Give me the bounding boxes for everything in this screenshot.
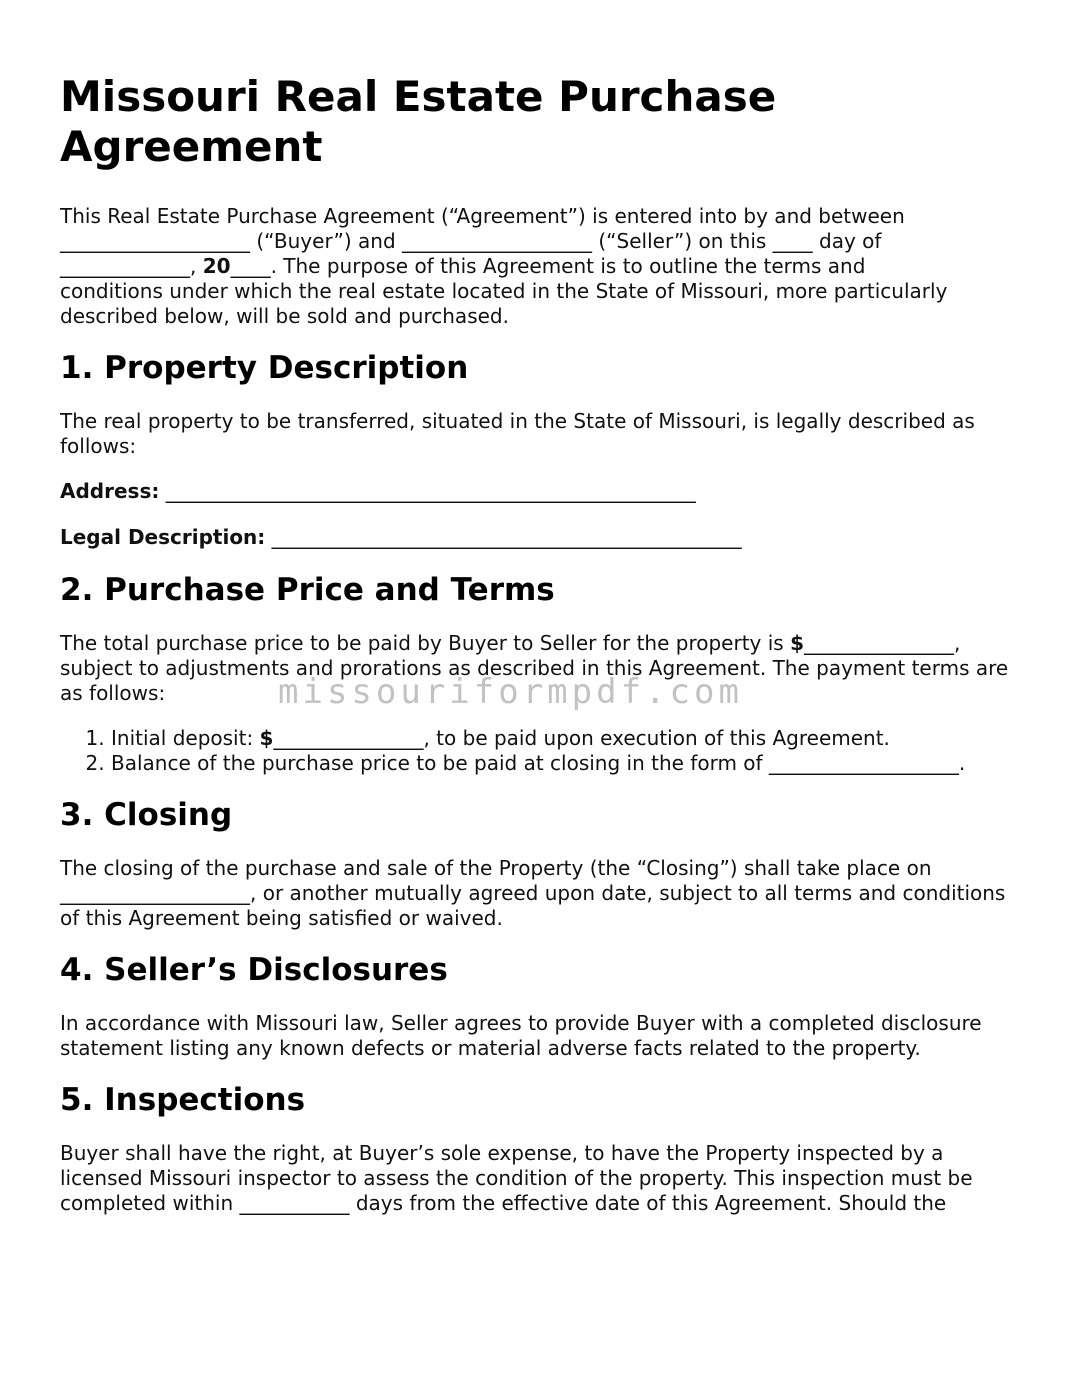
intro-line-5: described below, will be sold and purchased. xyxy=(60,304,509,328)
legal-description-blank: _______________________________________________ xyxy=(265,525,742,549)
address-blank: _____________________________________________________ xyxy=(159,479,696,503)
intro-line-4: conditions under which the real estate located in the State of Missouri, more particularly xyxy=(60,279,948,303)
section-4-text: In accordance with Missouri law, Seller agrees to provide Buyer with a completed disclosure statement listing any known defects or material adverse facts related to the property. xyxy=(60,1011,982,1060)
document-page xyxy=(60,72,1020,1236)
address-field xyxy=(60,479,1020,504)
section-1-heading: 1. Property Description xyxy=(60,350,469,386)
page-title: Missouri Real Estate Purchase Agreement xyxy=(60,72,777,171)
intro-year-prefix: 20 xyxy=(202,254,231,278)
deposit-text: _______________, to be paid upon execution of this Agreement. xyxy=(273,726,890,750)
watermark: missouriformpdf.com xyxy=(278,672,743,712)
payment-terms-list xyxy=(60,726,1020,776)
deposit-label: Initial deposit: xyxy=(111,726,260,750)
section-2-heading: 2. Purchase Price and Terms xyxy=(60,572,555,608)
list-item xyxy=(111,726,1020,751)
intro-line-2: ___________________ (“Buyer”) and ___________________ (“Seller”) on this ____ day of xyxy=(60,229,882,253)
intro-line-1: This Real Estate Purchase Agreement (“Agreement”) is entered into by and between xyxy=(60,204,905,228)
intro-line-3-pre: _____________, xyxy=(60,254,203,278)
intro-paragraph xyxy=(60,204,1020,329)
intro-line-3-post: ____. The purpose of this Agreement is to outline the terms and xyxy=(230,254,866,278)
section-4-heading: 4. Seller’s Disclosures xyxy=(60,952,448,988)
legal-description-label: Legal Description: xyxy=(60,525,266,549)
deposit-dollar-sign: $ xyxy=(259,726,274,750)
section-1-text: The real property to be transferred, situated in the State of Missouri, is legally described as follows: xyxy=(60,409,975,458)
list-item: 2. Balance of the purchase price to be paid at closing in the form of ___________________. xyxy=(111,751,1020,776)
legal-description-field xyxy=(60,525,1020,550)
section-2-text-pre: The total purchase price to be paid by Buyer to Seller for the property is xyxy=(60,631,791,655)
section-3-heading: 3. Closing xyxy=(60,797,233,833)
address-label: Address: xyxy=(60,479,160,503)
section-5-text: Buyer shall have the right, at Buyer’s sole expense, to have the Property inspected by a licensed Missouri inspector to assess the condition of the property. This inspection must be completed within ___________ days from the effective date of this Agreement. Should the xyxy=(60,1141,973,1215)
price-dollar-sign: $ xyxy=(790,631,804,655)
section-3-text: The closing of the purchase and sale of the Property (the “Closing”) shall take place on ___________________, or another mutually agreed upon date, subject to all terms and conditions of this Agreement being satisfied or waived. xyxy=(60,856,1006,930)
section-5-heading: 5. Inspections xyxy=(60,1082,306,1118)
section-2-text xyxy=(60,631,1020,706)
section-2-text-post: _______________, subject to adjustments and prorations as described in this Agreement. The payment terms are as follows: xyxy=(60,631,1009,705)
